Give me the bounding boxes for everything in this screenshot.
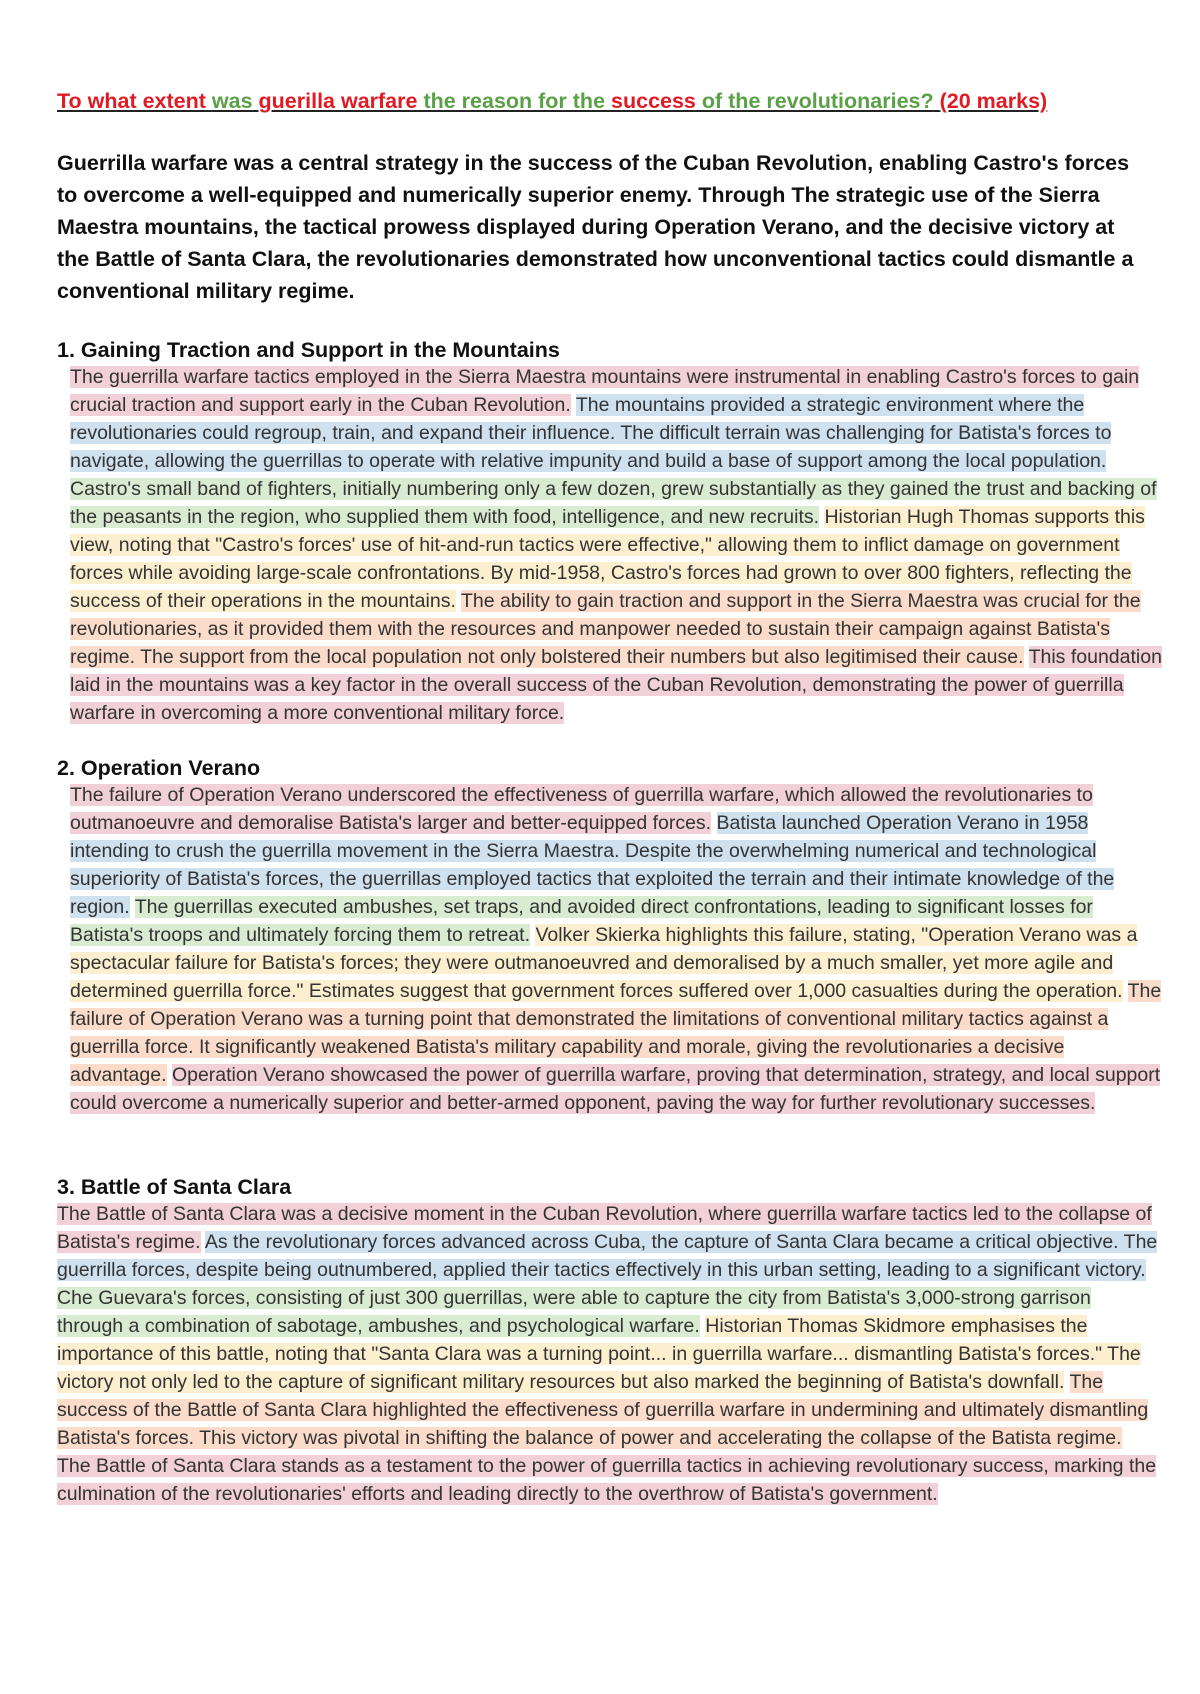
highlighted-sentence: The Battle of Santa Clara was a decisive moment in the Cuban Revolution, where guerrilla warfare tactics led to the collapse of Batista's regime. — [57, 1203, 1152, 1253]
highlighted-sentence: This foundation laid in the mountains was a key factor in the overall success of the Cuban Revolution, demonstrating the power of guerrilla warfare in overcoming a more conventional military force. — [70, 646, 1162, 724]
highlighted-sentence: Historian Hugh Thomas supports this view, noting that "Castro's forces' use of hit-and-run tactics were effective," allowing them to inflict damage on government forces while avoiding large-scale confrontations. By mid-1958, Castro's forces had grown to over 800 fighters, reflecting the success of their operations in the mountains. — [70, 506, 1145, 612]
highlighted-sentence: The guerrilla warfare tactics employed in the Sierra Maestra mountains were instrumental in enabling Castro's forces to gain crucial traction and support early in the Cuban Revolution. — [70, 366, 1140, 416]
highlighted-sentence: The failure of Operation Verano was a turning point that demonstrated the limitations of conventional military tactics against a guerrilla force. It significantly weakened Batista's military capability and morale, giving the revolutionaries a decisive advantage. — [70, 980, 1162, 1086]
essay-question — [57, 88, 1047, 114]
question-part: was — [211, 89, 253, 113]
highlighted-sentence: Batista launched Operation Verano in 1958 intending to crush the guerrilla movement in the Sierra Maestra. Despite the overwhelming numerical and technological superiority of Batista's forces, the guerrillas employed tactics that exploited the terrain and their intimate knowledge of the region. — [70, 812, 1115, 918]
question-part: success — [611, 89, 696, 113]
question-marks: (20 marks) — [939, 89, 1048, 113]
highlighted-sentence: The Battle of Santa Clara stands as a testament to the power of guerrilla tactics in achieving revolutionary success, marking the culmination of the revolutionaries' efforts and leading directly to the overthrow of Batista's government. — [57, 1455, 1157, 1505]
question-part: the reason for the — [417, 89, 612, 113]
intro-paragraph: Guerrilla warfare was a central strategy in the success of the Cuban Revolution, enabling Castro's forces to overcome a well-equipped and numerically superior enemy. Through The strategic use of the Sierra Maestra mountains, the tactical prowess displayed during Operation Verano, and the decisive victory at the Battle of Santa Clara, the revolutionaries demonstrated how unconventional tactics could dismantle a conventional military regime. — [57, 151, 1134, 303]
section-heading: 1. Gaining Traction and Support in the Mountains — [57, 338, 560, 362]
highlighted-sentence: Historian Thomas Skidmore emphasises the importance of this battle, noting that "Santa Clara was a turning point... in guerrilla warfare... dismantling Batista's forces." The victory not only led to the capture of significant military resources but also marked the beginning of Batista's downfall. — [57, 1315, 1141, 1393]
section-heading: 3. Battle of Santa Clara — [57, 1175, 292, 1199]
highlighted-sentence: The mountains provided a strategic environment where the revolutionaries could regroup, train, and expand their influence. The difficult terrain was challenging for Batista's forces to navigate, allowing the guerrillas to operate with relative impunity and build a base of support among the local population. — [70, 394, 1112, 472]
highlighted-sentence: Castro's small band of fighters, initially numbering only a few dozen, grew substantially as they gained the trust and backing of the peasants in the region, who supplied them with food, intelligence, and new recruits. — [70, 478, 1157, 528]
highlighted-sentence: Che Guevara's forces, consisting of just 300 guerrillas, were able to capture the city from Batista's 3,000-strong garrison through a combination of sabotage, ambushes, and psychological warfare. — [57, 1287, 1091, 1337]
highlighted-sentence: The success of the Battle of Santa Clara highlighted the effectiveness of guerrilla warfare in undermining and ultimately dismantling Batista's forces. This victory was pivotal in shifting the balance of power and accelerating the collapse of the Batista regime. — [57, 1371, 1149, 1449]
highlighted-sentence: The ability to gain traction and support in the Sierra Maestra was crucial for the revolutionaries, as it provided them with the resources and manpower needed to sustain their campaign against Batista's regime. The support from the local population not only bolstered their numbers but also legitimised their cause. — [70, 590, 1141, 668]
highlighted-sentence: As the revolutionary forces advanced across Cuba, the capture of Santa Clara became a critical objective. The guerrilla forces, despite being outnumbered, applied their tactics effectively in this urban setting, leading to a significant victory. — [57, 1231, 1158, 1281]
question-part: guerilla warfare — [258, 89, 418, 113]
section-heading: 2. Operation Verano — [57, 756, 261, 780]
question-part: of the revolutionaries? — [695, 89, 934, 113]
highlighted-sentence: The guerrillas executed ambushes, set traps, and avoided direct confrontations, leading to significant losses for Batista's troops and ultimately forcing them to retreat. — [70, 896, 1093, 946]
highlighted-sentence: Volker Skierka highlights this failure, stating, "Operation Verano was a spectacular failure for Batista's forces; they were outmanoeuvred and demoralised by a much smaller, yet more agile and determined guerrilla force." Estimates suggest that government forces suffered over 1,000 casualties during the operation. — [70, 924, 1138, 1002]
section-paragraph — [57, 1200, 1160, 1508]
section-paragraph — [70, 363, 1162, 727]
highlighted-sentence: Operation Verano showcased the power of guerrilla warfare, proving that determination, strategy, and local support could overcome a numerically superior and better-armed opponent, paving the way for further revolutionary successes. — [70, 1064, 1161, 1114]
highlighted-sentence: The failure of Operation Verano underscored the effectiveness of guerrilla warfare, which allowed the revolutionaries to outmanoeuvre and demoralise Batista's larger and better-equipped forces. — [70, 784, 1093, 834]
section-paragraph — [70, 781, 1162, 1117]
question-part: To what extent — [57, 89, 206, 113]
